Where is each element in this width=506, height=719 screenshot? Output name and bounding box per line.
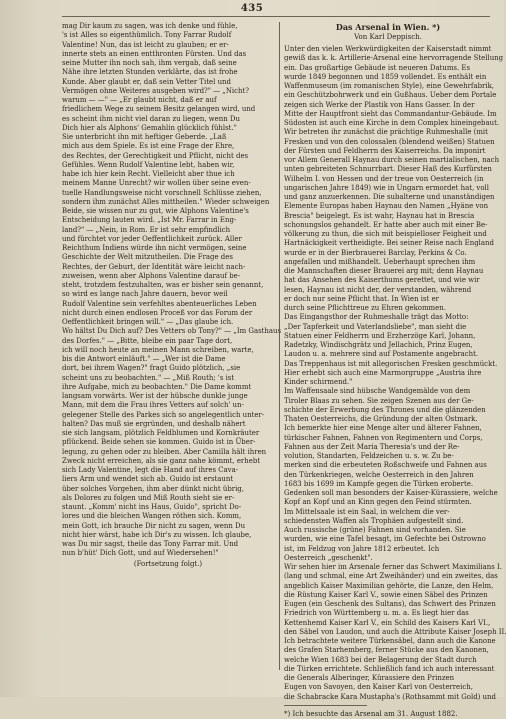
left-column-line: Geschichte der Welt mitzutheilen. Die Frage des: [62, 253, 233, 262]
column-divider: [279, 22, 280, 670]
right-column-line: Ich betrachtete weitere Türkensäbel, dann auch die Kanone: [284, 637, 496, 645]
right-column-line: Wir betreten ihr zunächst die prächtige Ruhmeshalle (mit: [284, 128, 488, 137]
article-byline: Von Karl Deppisch.: [354, 33, 422, 41]
right-column-line: Elemente Europas haben Haynau den Namen „Hyäne von: [284, 202, 489, 211]
right-column-line: der Fürsten und Feldherrn des Kaiserreichs. Da imponirt: [284, 146, 486, 155]
right-column-line: ungarischen Jahre 1849) wie in Ungarn ermordet hat, voll: [284, 183, 489, 192]
left-column-line: dort, bei ihrem Wagen?" fragt Guido plötzlich, „sie: [62, 364, 241, 373]
right-column-line: Wir sehen hier im Arsenale ferner das Schwert Maximilians I.: [284, 563, 502, 571]
left-column-line: legung, zu gehen oder zu bleiben. Aber Camilla hält ihren: [62, 447, 267, 456]
left-column-line: Reichthum Indiens würde ihn nicht vermögen, seine: [62, 244, 247, 252]
right-column-line: Brescia" beigelegt. Es ist wahr, Haynau hat in Brescia: [284, 211, 475, 220]
right-column-line: welche Wien 1683 bei der Belagerung der Stadt durch: [284, 655, 477, 664]
left-column-line: sondern ihm zunächst Alles mittheilen." Wieder schweigen: [62, 197, 270, 206]
right-column-line: völkerung zu thun, die sich mit beispielloser Feigheit und: [284, 230, 487, 238]
left-column-line: langsam vorwärts. Wer ist der hübsche dunkle junge: [62, 392, 248, 400]
right-column-line: Statuen einer Feldherrn und Erzherzöge Karl, Johann,: [284, 331, 476, 340]
left-column-line: pflückend. Beide sehen sie kommen. Guido ist in Über-: [62, 438, 256, 447]
right-column-line: Mitte der Hauptfront sieht das Commandantur-Gebäude. Im: [284, 109, 497, 118]
right-column-line: Im Waffensaale sind hübsche Wandgemälde von dem: [284, 387, 471, 396]
article-title: Das Arsenal in Wien. *): [335, 22, 441, 32]
left-column-line: land?" — „Nein, in Rom. Er ist sehr empfindlich: [62, 225, 231, 234]
right-column-line: Wilhelm I. von Hessen und der treue von Oesterreich (in: [284, 174, 484, 183]
left-column-line: es scheint ihm nicht viel daran zu liegen, wenn Du: [62, 114, 240, 123]
right-column-line: Kopf an Kopf und an Kinn gegen den Feind stürmten.: [284, 498, 472, 507]
left-column-line: Rechtes, der Geburt, der Identität wäre leicht nach-: [62, 262, 246, 271]
right-column-line: ein Geschützbohrwerk und ein Gußhaus. Ueber dem Portale: [284, 91, 497, 100]
left-column-line: sich Lady Valentine, legt die Hand auf ihres Cava-: [62, 466, 239, 474]
left-column: [62, 22, 282, 692]
left-column-line: innerte stets an einen entthronten Fürsten. Und das: [62, 49, 247, 58]
right-column-line: Eugen von Savoyen, den Kaiser Karl von Oesterreich,: [284, 683, 473, 692]
right-column-line: merken sind die erbeuteten Roßschweife und Fahnen aus: [284, 461, 487, 470]
left-column-line: Dich hier als Alphons' Gemahlin glücklich fühlst.": [62, 123, 237, 132]
left-column-line: friedlichem Wege zu seinem Besitz gelangen wird, und: [62, 105, 256, 114]
right-column-line: Hartnäckigkeit vertheidigte. Bei seiner Reise nach England: [284, 239, 494, 248]
right-column-line: wurde er in der Bierbrauerei Barclay, Perkins & Co.: [284, 248, 467, 257]
right-column-line: gewiß das k. k. Artillerie-Arsenal eine hervorragende Stellung: [284, 54, 504, 63]
right-column-line: Hier erhebt sich auch eine Marmorgruppe „Austria ihre: [284, 368, 482, 377]
left-column-line: des Dorfes." — „Bitte, bleibe ein paar Tage dort,: [62, 336, 233, 345]
right-column: [284, 22, 506, 718]
right-column-line: Im Mittelsaale ist ein Saal, in welchem die ver-: [284, 507, 450, 516]
right-column-line: ein. Das großartige Gebäude ist neueren Datums. Es: [284, 63, 471, 72]
right-column-line: Südosten ist auch eine Kirche in dem Complex hineingebaut.: [284, 119, 500, 127]
left-column-line: mich aus dem Spiele. Es ist eine Frage der Ehre,: [62, 142, 235, 151]
right-column-line: Fahnen aus der Zeit Maria Theresia's und der Re-: [284, 442, 460, 451]
left-column-line: sie sich langsam, plötzlich Feldblumen und Kornkräuter: [62, 429, 260, 437]
right-column-line: schonungslos gehandelt. Er hatte aber auch mit einer Be-: [284, 220, 488, 229]
right-column-line: schichte der Erwerbung des Thrones und die glänzenden: [284, 405, 486, 414]
right-column-line: die Generals Alberinger, Kürassiere den Prinzen: [284, 674, 455, 682]
left-column-line: über solches Vorgehen, ihm aber dünkt nicht übrig,: [62, 484, 244, 493]
right-column-line: wurden, wie eine Tafel besagt, im Gefechte bei Ostrowno: [284, 535, 486, 544]
right-column-line: Waffenmuseum (im romanischen Style), eine Gewehrfabrik,: [284, 82, 494, 90]
left-column-line: staunt. „Komm' nicht ins Haus, Guido", spricht Do-: [62, 503, 242, 511]
right-column-line: 1683 bis 1699 im Kampfe gegen die Türken eroberte.: [284, 479, 474, 488]
right-column-line: vor Allem Generall Haynau durch seinen martialischen, nach: [284, 156, 500, 164]
page-number: 435: [240, 3, 264, 14]
left-column-line: 's ist Alles so eigenthümlich. Tony Farrar Rudolf: [62, 31, 232, 40]
right-column-line: lesen, Haynau ist nicht der, der verstanden, während: [284, 285, 472, 294]
left-column-line: habe ich hier kein Recht. Vielleicht aber thue ich: [62, 170, 235, 178]
left-column-line: steht, trotzdem festzuhalten, was er bisher sein genannt,: [62, 281, 264, 289]
left-column-line: scheint uns zu beobachten." — „Miß Routh; 's ist: [62, 373, 235, 382]
left-column-line: und fürchtet vor jeder Oeffentlichkeit zurück. Aller: [62, 234, 242, 243]
right-column-line: Eugen (ein Geschenk des Sultans), das Schwert des Prinzen: [284, 600, 496, 608]
left-column-line: Sie unterbricht ihn mit heftiger Geberde. „Laß: [62, 133, 227, 141]
right-column-line: Das Treppenhaus ist mit allegorischen Fresken geschmückt.: [284, 359, 498, 368]
left-column-line: Nähe ihre letzten Stunden verklärte, das ist frohe: [62, 68, 238, 77]
left-column-line: nicht hier wärst, habe ich Dir's zu wissen. Ich glaube,: [62, 530, 252, 539]
right-column-line: Tiroler Blaas zu sehen. Sie zeigen Szenen aus der Ge-: [284, 396, 474, 405]
right-column-line: die Türken errichtete. Schließlich fand ich auch interessant: [284, 664, 495, 673]
left-column-line: Zweck nicht erreichen, als sie ganz nahe kömmt, erhebt: [62, 456, 261, 465]
right-column-line: des Grafen Starhemberg, ferner Stücke aus den Kanonen,: [284, 646, 489, 655]
left-column-line: tuelle Handlungsweise nicht vorschnell Schlüsse ziehen,: [62, 188, 262, 197]
right-column-line: und ganz anzuerkennen. Die subalterne und unanständigen: [284, 193, 495, 201]
right-column-line: Gedenken soll man besonders der Kaiser-Kürassiere, welche: [284, 489, 498, 497]
footnote: *) Ich besuchte das Arsenal am 31. August 1882.: [284, 709, 458, 718]
left-column-line: Mann, mit dem die Frau ihres Vetters auf solch' un-: [62, 401, 244, 410]
right-column-line: wurde 1849 begonnen und 1859 vollendet. Es enthält ein: [284, 72, 487, 81]
left-column-line: mein Gott, ich brauche Dir nicht zu sagen, wenn Du: [62, 521, 246, 530]
left-column-line: mag Dir kaum zu sagen, was ich denke und fühle,: [62, 22, 238, 30]
left-column-line: Entscheidung lauten wird. „Ist Mr. Farrar in Eng-: [62, 216, 237, 225]
right-column-line: Oesterreich „geschenkt".: [284, 553, 373, 562]
right-column-line: zeigen sich Werke der Plastik von Hans Gasser. In der: [284, 100, 475, 109]
left-column-line: lores und die bleichen Wangen röthen sich. Komm,: [62, 512, 242, 521]
right-column-line: die Rüstung Kaiser Karl V., sowie einen Säbel des Prinzen: [284, 590, 488, 599]
right-column-line: angeblich Kaiser Maximilian gehörte, die Lanze, den Helm,: [284, 581, 494, 590]
left-column-line: Kunde. Aber glaubt er, daß sein Vetter Titel und: [62, 77, 231, 86]
right-column-line: die Mannschaften dieser Brauerei arg mit; denn Haynau: [284, 267, 484, 275]
right-column-line: volution, Standarten, Feldzeichen u. s. w. Zu be-: [284, 452, 454, 460]
right-column-line: Radetzky, Windischgrätz und Jellachich, Prinz Eugen,: [284, 341, 473, 349]
left-column-line: warum — —" — „Er glaubt nicht, daß er auf: [62, 96, 217, 104]
left-column-line: halten? Das muß sie ergründen, und deshalb nähert: [62, 419, 246, 428]
right-column-line: „Der Tapferkeit und Vaterlandsliebe", man sieht die: [284, 322, 467, 331]
left-column-line: was Du mir sagst, theile das Tony Farrar mit. Und: [62, 540, 239, 548]
left-column-line: Beide, sie wissen nur zu gut, wie Alphons Valentine's: [62, 207, 249, 215]
left-column-line: nun b'hüt' Dich Gott, und auf Wiedersehen!": [62, 549, 219, 558]
right-column-line: den Säbel von Laudon, und auch die Attribute Kaiser Joseph II.: [284, 627, 506, 636]
right-column-line: angefallen und mißhandelt. Ueberhaupt sprechen ihm: [284, 257, 476, 266]
right-column-line: den Türkenkriegen, welche Oesterreich in den Jahren: [284, 470, 474, 479]
right-column-line: Fresken und von den colossalen (blendend weißen) Statuen: [284, 137, 495, 146]
right-column-line: Das Eingangsthor der Ruhmeshalle trägt das Motto:: [284, 313, 469, 322]
right-column-line: Ich bemerkte hier eine Menge alter und älterer Fahnen,: [284, 424, 482, 433]
right-column-line: Auch russische (grüne) Fahnen sind vorhanden. Sie: [284, 526, 466, 534]
right-column-line: ist, im Feldzug von Jahre 1812 erbeutet. Ich: [284, 544, 440, 553]
left-column-line: Gefühles. Wenn Rudolf Valentine lebt, haben wir,: [62, 160, 235, 169]
left-column-line: Valentine! Nun, das ist leicht zu glauben; er er-: [62, 40, 229, 49]
right-column-line: unten gebreiteten Schnurrbart. Dieser Haß des Kurfürsten: [284, 165, 492, 174]
left-column-line: ihre Aufgabe, mich zu beobachten." Die Dame kommt: [62, 382, 252, 391]
left-column-line: Oeffentlichkeit bringen will." — „Das glaube ich.: [62, 318, 234, 326]
left-column-line: zuweisen, wenn aber Alphons Valentine darauf be-: [62, 271, 241, 280]
left-column-line: meinem Manne Unrecht? wir wollen über seine even-: [62, 179, 251, 188]
header-rule: [62, 16, 490, 17]
left-column-line: gelegener Stelle des Parkes sich so angelegentlich unter-: [62, 410, 265, 419]
right-column-line: schiedensten Waffen als Trophäen aufgestellt sind.: [284, 516, 464, 525]
footnote-rule: [284, 705, 367, 706]
left-column-line: Wo hältst Du Dich auf? Des Vetters ob Tony?" — „Im Gasthaus: [62, 327, 282, 336]
right-column-line: Kinder schirmend.": [284, 378, 353, 386]
right-column-line: er doch nur seine Pflicht that. In Wien ist er: [284, 294, 439, 303]
article-body: [284, 45, 506, 702]
continuation-note: (Fortsetzung folgt.): [133, 559, 203, 568]
right-column-line: (lang und schmal, eine Art Zweihänder) und ein zweites, das: [284, 572, 498, 581]
right-column-line: Thaten Oesterreichs, die Gründung der alten Ostmark.: [284, 415, 478, 423]
right-column-line: die Schabracke Kara Mustapha's (Rothsammt mit Gold) und: [284, 692, 496, 701]
left-column-line: liers Arm und wendet sich ab. Guido ist erstaunt: [62, 475, 234, 484]
left-column-line: Vermögen ohne Weiteres ausgeben wird?" — „Nicht?: [62, 86, 250, 95]
left-column-line: des Rechtes, der Gerechtigkeit und Pflicht, nicht des: [62, 151, 249, 160]
right-column-line: hat das Ansehen des Kaiserthums gerettet, und wie wir: [284, 276, 480, 285]
right-column-line: Unter den vielen Werkwürdigkeiten der Kaiserstadt nimmt: [284, 45, 492, 53]
left-column-line: bis die Antwort einläuft." — „Wer ist die Dame: [62, 355, 226, 363]
right-column-line: Laudon u. a. mehrere sind auf Postamente angebracht.: [284, 350, 479, 359]
right-column-line: Friedrich von Württemberg u. m. a. Es liegt hier das: [284, 609, 469, 618]
right-column-line: durch seine Pflichttreue zu Ehren gekommen.: [284, 304, 446, 312]
left-column-line: seine Mutter ihn noch sah, ihm vergab, daß seine: [62, 59, 237, 67]
left-column-line: so wird es lange nach Jahre dauern, bevor weil: [62, 290, 228, 299]
right-column-line: Kettenhemd Kaiser Karl V., ein Schild des Kaisers Karl VI.,: [284, 618, 491, 627]
right-column-line: türkischer Fahnen, Fahnen von Regimentern und Corps,: [284, 433, 483, 442]
left-column-line: ich will noch heute an meinen Mann schreiben, warte,: [62, 345, 254, 354]
left-column-line: Rudolf Valentine sein verfehltes abenteuerliches Leben: [62, 299, 257, 308]
left-column-line: nicht durch einen endlosen Proceß vor das Forum der: [62, 308, 253, 317]
left-column-line: als Dolores zu folgen und Miß Routh sieht sie er-: [62, 493, 235, 502]
